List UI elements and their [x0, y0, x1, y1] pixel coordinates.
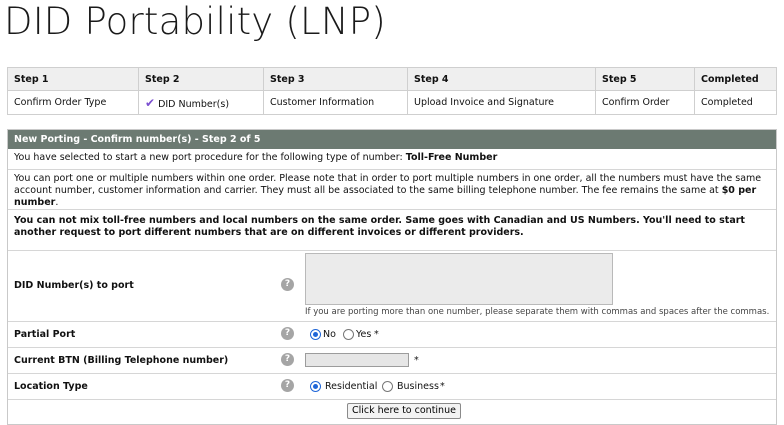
step-3-header: Step 3 [264, 68, 408, 91]
form-footer [8, 400, 776, 424]
partial-no-radio[interactable] [310, 329, 321, 340]
step-2-header: Step 2 [139, 68, 264, 91]
required-mark: * [374, 329, 379, 340]
steps-header-row [8, 68, 777, 91]
step-3-value: Customer Information [264, 91, 408, 115]
did-row [8, 251, 776, 322]
checkmark-icon: ✔ [145, 95, 156, 110]
fee-suffix: . [55, 197, 59, 208]
step-1-header: Step 1 [8, 68, 139, 91]
step-5-header: Step 5 [596, 68, 695, 91]
location-business-radio[interactable] [382, 381, 393, 392]
partial-port-row [8, 322, 776, 348]
steps-value-row [8, 91, 777, 115]
completed-value: Completed [695, 91, 777, 115]
fee-value: $0 per number [14, 185, 757, 208]
step-2-label: DID Number(s) [158, 98, 230, 110]
help-icon[interactable]: ? [281, 353, 294, 366]
help-icon[interactable]: ? [281, 327, 294, 340]
continue-button[interactable]: Click here to continue [347, 403, 461, 419]
btn-label: Current BTN (Billing Telephone number) [14, 355, 229, 366]
location-row [8, 374, 776, 400]
location-residential-radio[interactable] [310, 381, 321, 392]
did-hint: If you are porting more than one number, please separate them with commas and spaces after the commas. [305, 307, 770, 317]
did-numbers-textarea[interactable] [305, 253, 613, 305]
step-4-value: Upload Invoice and Signature [408, 91, 596, 115]
form-header: New Porting - Confirm number(s) - Step 2 of 5 [8, 130, 776, 149]
warning-text: You can not mix toll-free numbers and local numbers on the same order. Same goes with Canadian and US Numbers. You'll need to start another request to port different numbers that are on different invoices or different providers. [8, 210, 776, 251]
steps-table [7, 67, 777, 115]
info-text-body: You can port one or multiple numbers within one order. Please note that in order to port multiple numbers in one order, all the numbers must have the same account number, customer information and carrier. They must all be associated to the same billing telephone number. The fee remains the same at [14, 173, 762, 196]
partial-yes-radio[interactable] [343, 329, 354, 340]
completed-header: Completed [695, 68, 777, 91]
location-residential-label: Residential [325, 381, 378, 392]
help-icon[interactable]: ? [281, 278, 294, 291]
info-text [8, 170, 776, 210]
step-5-value: Confirm Order [596, 91, 695, 115]
partial-yes-label: Yes [356, 329, 372, 340]
btn-input[interactable] [305, 353, 409, 367]
did-label: DID Number(s) to port [14, 280, 134, 291]
required-mark: * [440, 381, 445, 392]
required-mark: * [414, 355, 419, 366]
btn-row [8, 348, 776, 374]
page-title: DID Portability (LNP) [4, 0, 386, 43]
partial-port-label: Partial Port [14, 329, 76, 340]
help-icon[interactable]: ? [281, 379, 294, 392]
step-2-value [139, 91, 264, 115]
location-business-label: Business [397, 381, 439, 392]
step-1-value: Confirm Order Type [8, 91, 139, 115]
porting-form [7, 129, 777, 425]
location-label: Location Type [14, 381, 88, 392]
step-4-header: Step 4 [408, 68, 596, 91]
selected-type-prefix: You have selected to start a new port procedure for the following type of number: [14, 152, 403, 163]
partial-no-label: No [323, 329, 336, 340]
selected-type-value: Toll-Free Number [405, 152, 498, 163]
selected-type-text [8, 149, 776, 170]
